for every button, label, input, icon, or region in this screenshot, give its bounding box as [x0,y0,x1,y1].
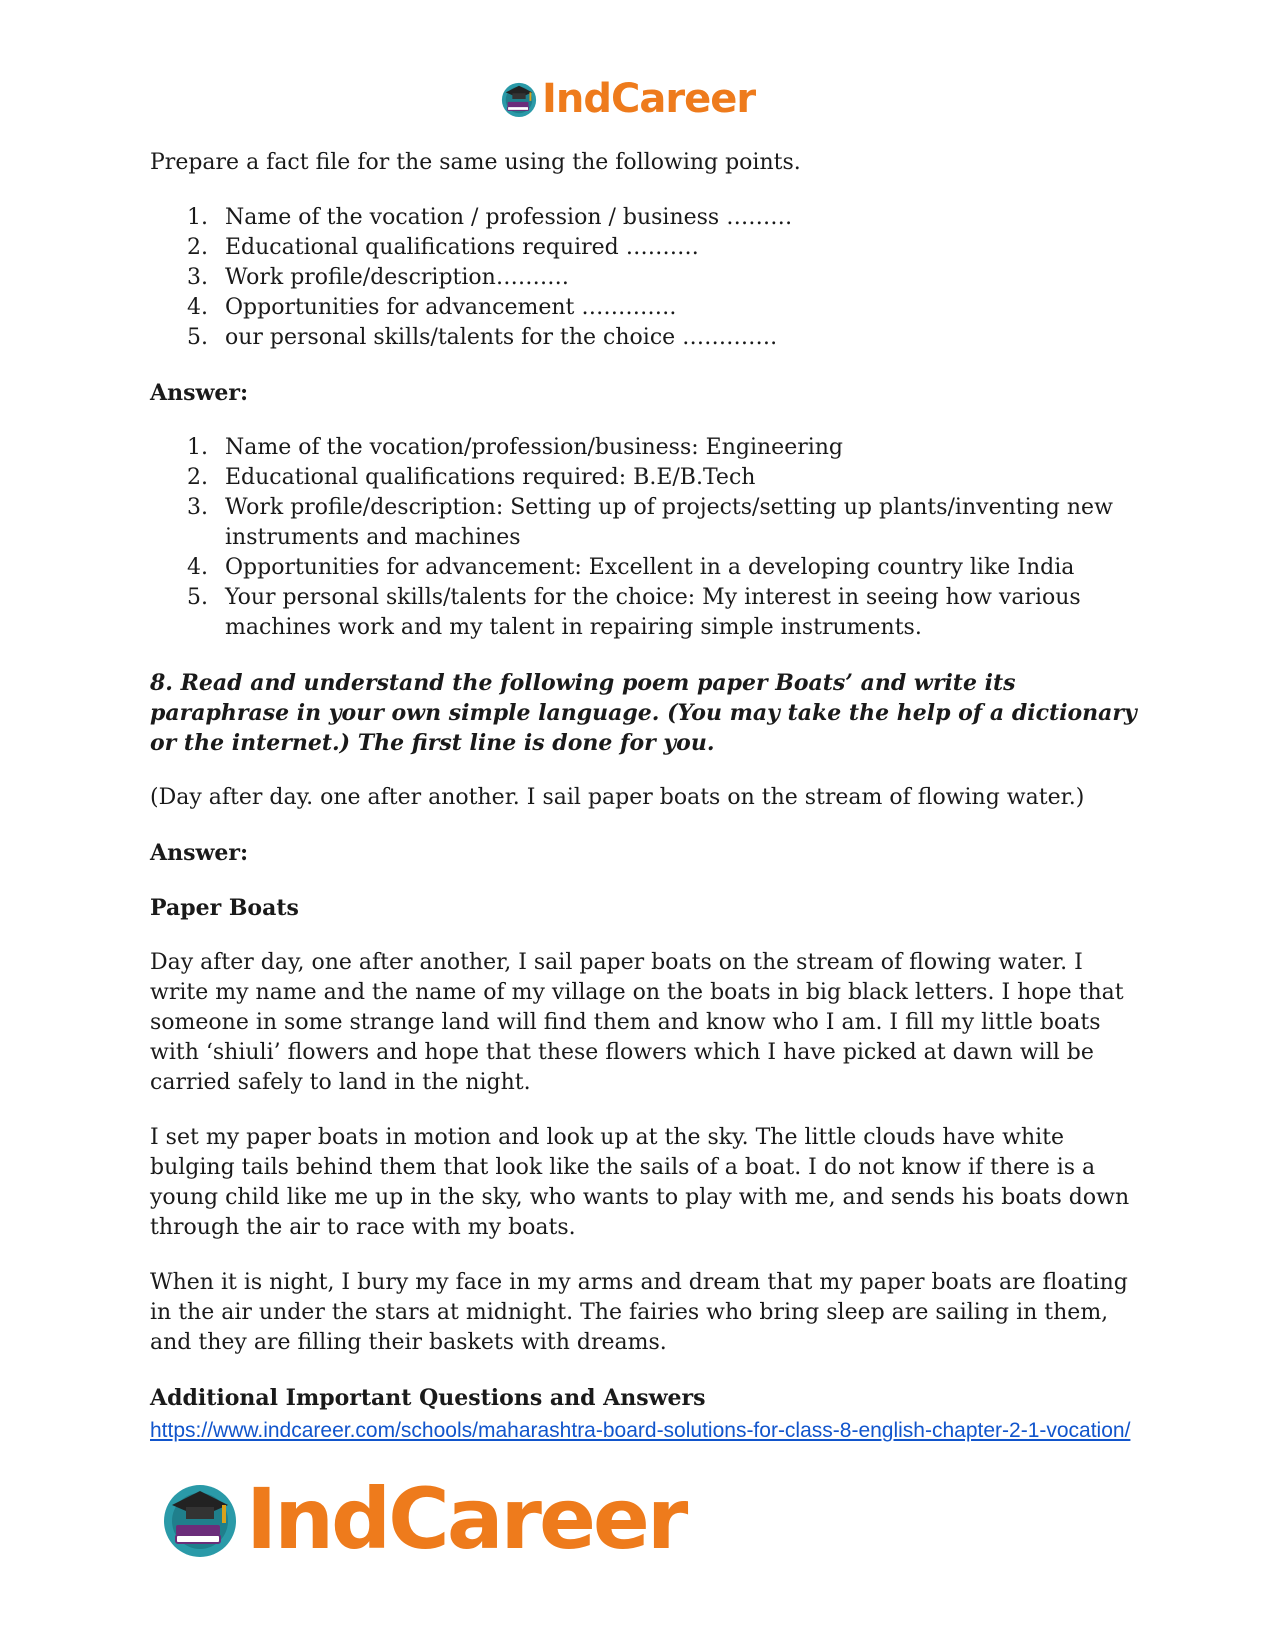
list-text: Educational qualifications required ………. [225,235,699,260]
paragraph: When it is night, I bury my face in my arms and dream that my paper boats are floating in the air under the stars at midnight. The fairies who bring sleep are sailing in them, and they are filling their baskets with dreams. [150,1270,1128,1355]
list-text: Work profile/description………. [225,265,569,290]
paragraph: I set my paper boats in motion and look up at the sky. The little clouds have white bulging tails behind them that look like the sails of a boat. I do not know if there is a young child like me up in the sky, who wants to play with me, and sends his boats down through the air to race with my boats. [150,1125,1130,1240]
list-text: our personal skills/talents for the choice …………. [225,325,778,350]
graduation-cap-book-icon [160,1479,240,1559]
answers-list [150,433,1140,643]
header-logo [500,76,755,122]
logo-text: IndCareer [542,76,756,122]
list-number: 2. [187,235,208,260]
logo-text: IndCareer [246,1470,686,1568]
list-number: 4. [187,555,208,580]
list-number: 5. [187,325,208,350]
list-item [150,553,1140,583]
answer-heading: Answer: [150,380,249,406]
list-item [150,583,1140,643]
list-text: Your personal skills/talents for the choice: My interest in seeing how various machines work and my talent in repairing simple instruments. [225,585,1081,640]
list-text: Educational qualifications required: B.E/B.Tech [225,465,756,490]
list-text: Name of the vocation / profession / business ……… [225,205,793,230]
footer-logo [160,1470,685,1568]
list-item [150,493,1140,553]
graduation-cap-book-icon [500,80,538,118]
list-number: 3. [187,495,208,520]
list-item [150,323,1140,353]
list-text: Opportunities for advancement …………. [225,295,677,320]
list-item [150,293,1140,323]
list-number: 2. [187,465,208,490]
list-item [150,463,1140,493]
answer-heading: Answer: [150,840,249,866]
list-number: 1. [187,205,208,230]
list-item [150,233,1140,263]
points-list [150,203,1140,353]
list-text: Work profile/description: Setting up of projects/setting up plants/inventing new instruments and machines [225,495,1113,550]
list-item [150,433,1140,463]
list-item [150,203,1140,233]
main-content [150,148,1140,1449]
paragraph: Day after day, one after another, I sail paper boats on the stream of flowing water. I write my name and the name of my village on the boats in big black letters. I hope that someone in some strange land will find them and know who I am. I fill my little boats with ‘shiuli’ flowers and hope that these flowers which I have picked at dawn will be carried safely to land in the night. [150,950,1124,1095]
list-text: Opportunities for advancement: Excellent in a developing country like India [225,555,1075,580]
list-number: 3. [187,265,208,290]
first-line-text: (Day after day. one after another. I sail paper boats on the stream of flowing water.) [150,785,1085,810]
list-number: 4. [187,295,208,320]
intro-text: Prepare a fact file for the same using the following points. [150,150,801,175]
source-link[interactable]: https://www.indcareer.com/schools/maharashtra-board-solutions-for-class-8-english-chapter-2-1-vocation/ [150,1419,1131,1442]
list-item [150,263,1140,293]
list-text: Name of the vocation/profession/business: Engineering [225,435,844,460]
question-8-heading: 8. Read and understand the following poem paper Boats’ and write its paraphrase in your own simple language. (You may take the help of a dictionary or the internet.) The first line is done for you. [150,670,1137,756]
additional-heading: Additional Important Questions and Answers [150,1385,706,1411]
list-number: 1. [187,435,208,460]
poem-title: Paper Boats [150,895,299,921]
list-number: 5. [187,585,208,610]
